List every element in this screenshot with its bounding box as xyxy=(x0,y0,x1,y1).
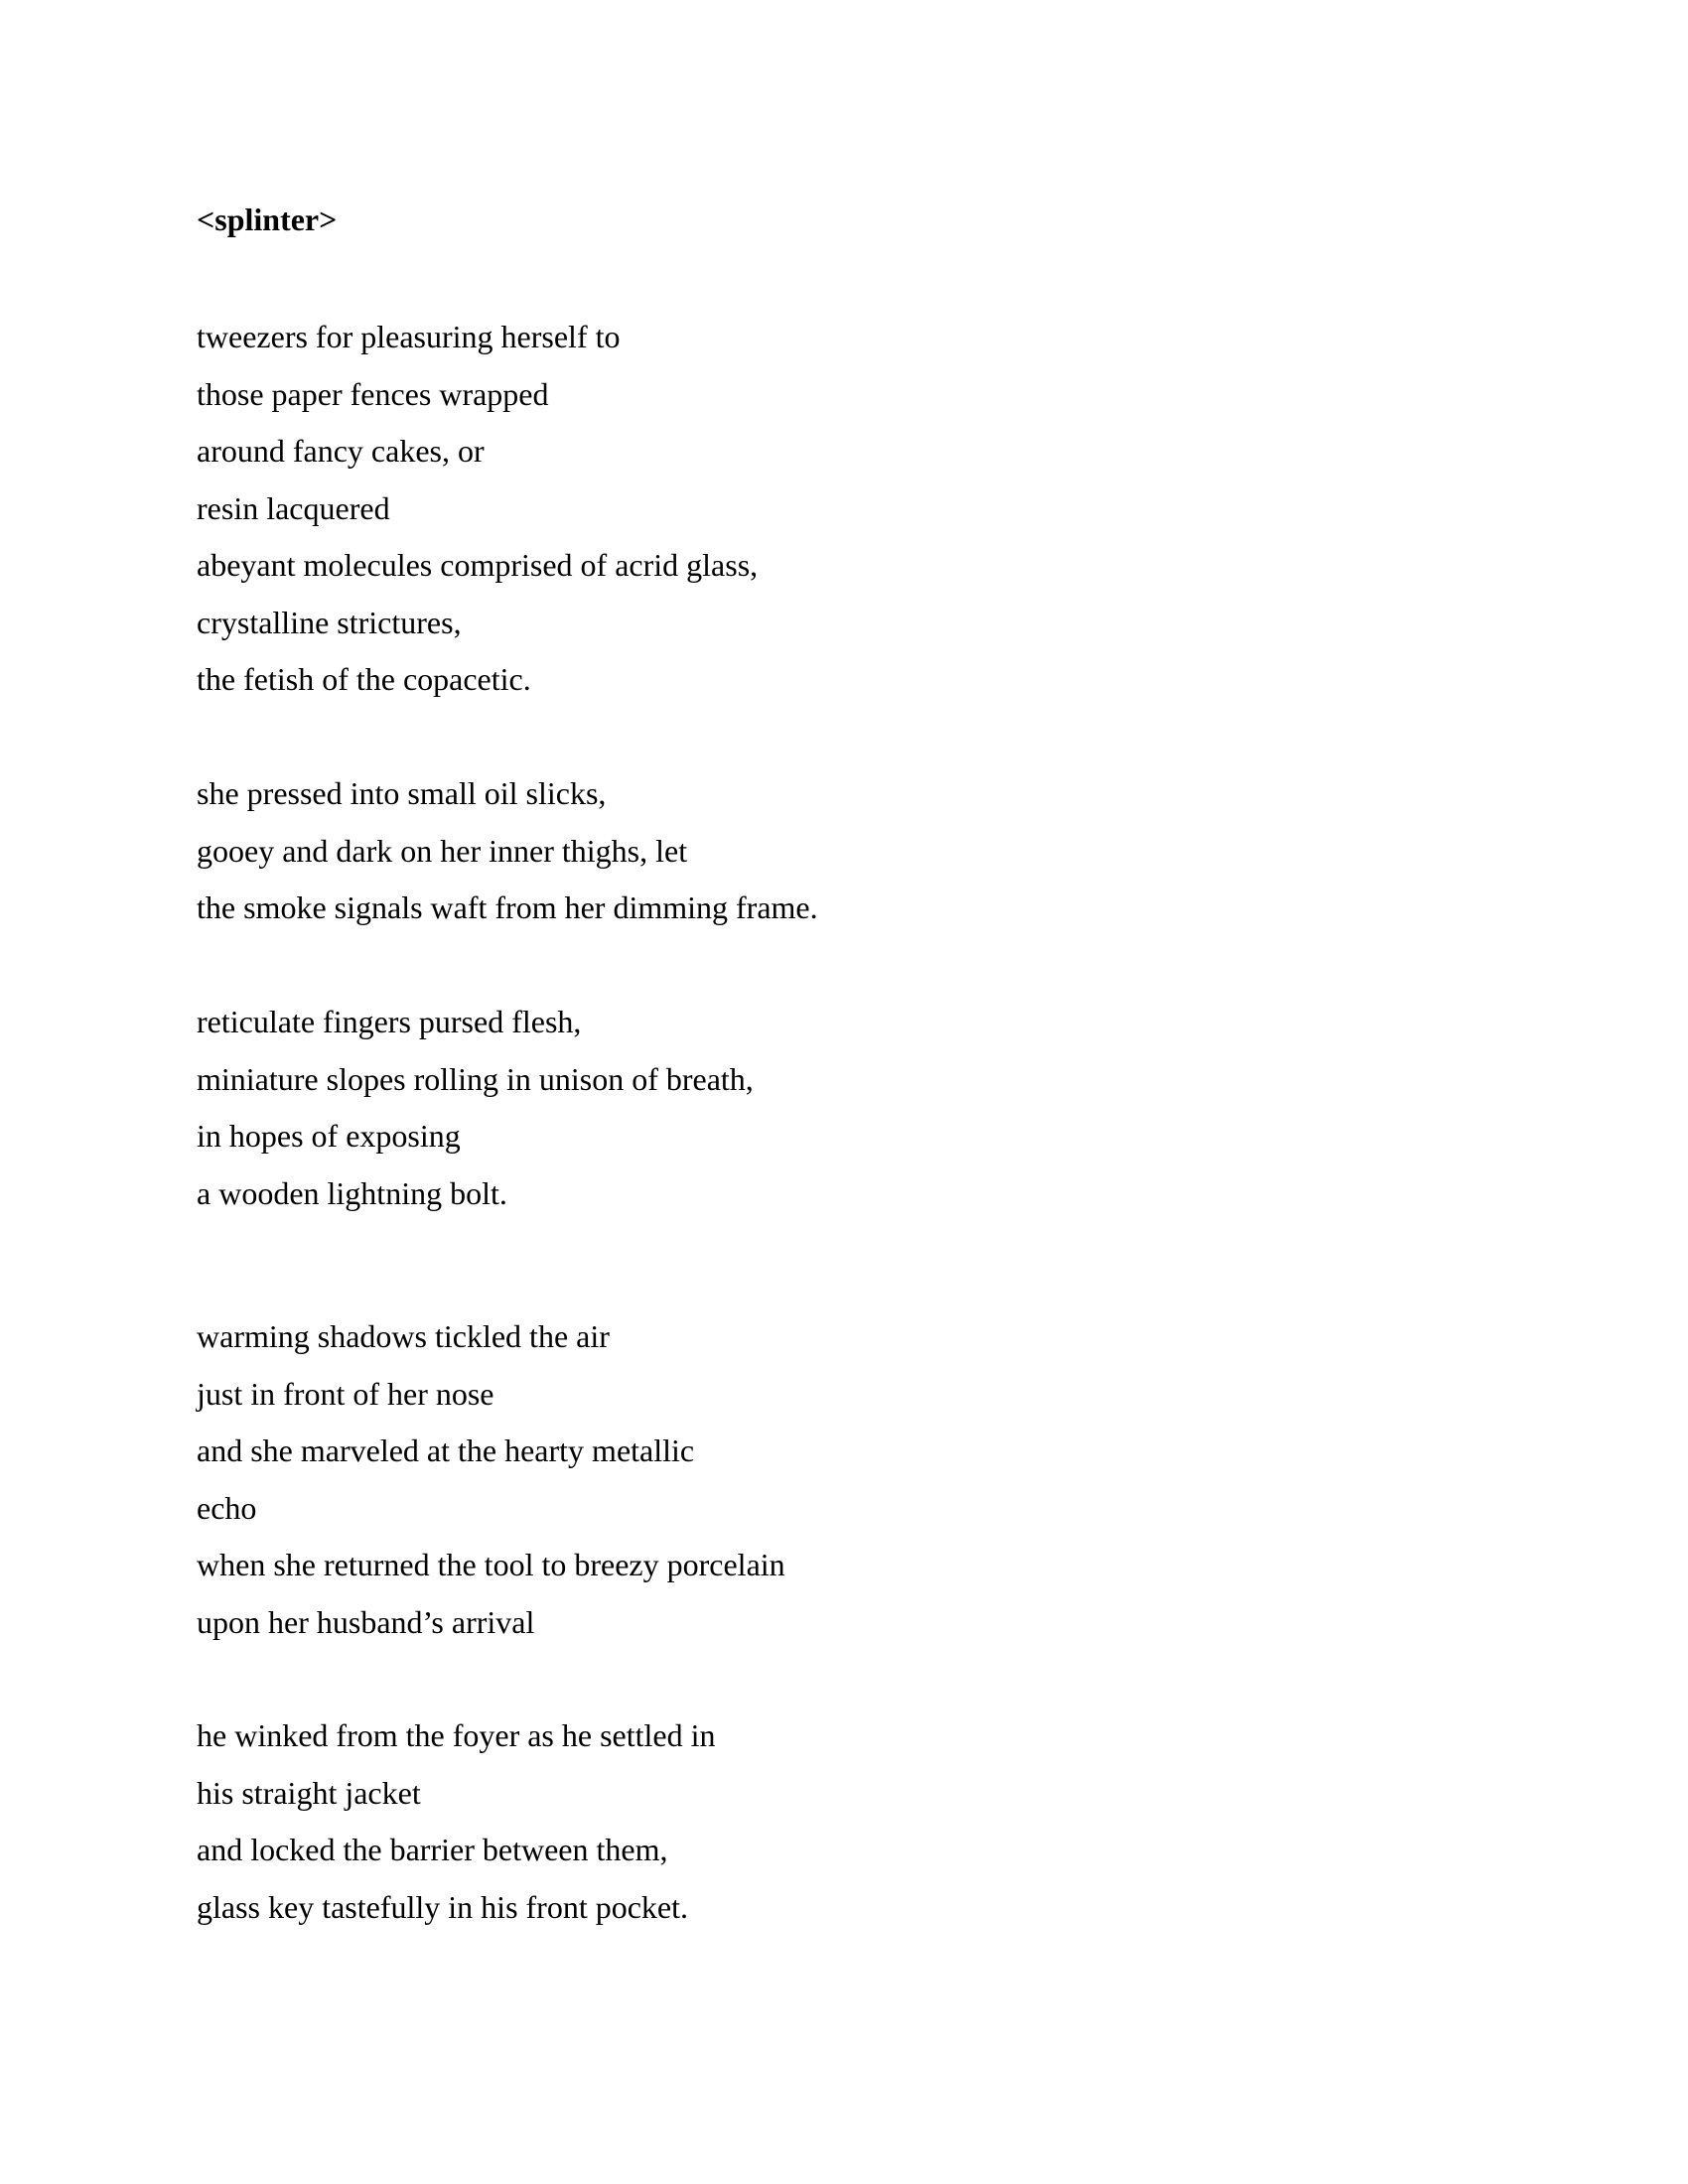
poem-line: she pressed into small oil slicks, xyxy=(197,775,607,811)
poem-line: a wooden lightning bolt. xyxy=(197,1174,507,1211)
poem-line: in hopes of exposing xyxy=(197,1118,461,1154)
poem-line: just in front of her nose xyxy=(197,1375,494,1412)
poem-line: tweezers for pleasuring herself to xyxy=(197,319,621,354)
poem-line: when she returned the tool to breezy porcelain xyxy=(197,1547,785,1582)
stanza-2 xyxy=(197,765,818,937)
poem-line: miniature slopes rolling in unison of breath, xyxy=(197,1060,754,1097)
poem-line: reticulate fingers pursed flesh, xyxy=(197,1004,582,1039)
poem-line: warming shadows tickled the air xyxy=(197,1318,610,1354)
stanza-4 xyxy=(197,1308,785,1651)
poem-line: the fetish of the copacetic. xyxy=(197,661,531,697)
poem-title: <splinter> xyxy=(197,202,338,237)
poem-line: those paper fences wrapped xyxy=(197,375,549,412)
poem-line: resin lacquered xyxy=(197,489,390,526)
poem-line: glass key tastefully in his front pocket. xyxy=(197,1888,689,1925)
stanza-3 xyxy=(197,994,754,1222)
poem-line: and she marveled at the hearty metallic xyxy=(197,1433,695,1468)
poem-line: echo xyxy=(197,1489,257,1526)
poem-line: he winked from the foyer as he settled in xyxy=(197,1717,716,1753)
poem-line: crystalline strictures, xyxy=(197,604,462,640)
poem-line: upon her husband’s arrival xyxy=(197,1603,535,1640)
stanza-1 xyxy=(197,309,758,709)
poem-line: and locked the barrier between them, xyxy=(197,1832,668,1867)
stanza-5 xyxy=(197,1707,716,1936)
poem-line: the smoke signals waft from her dimming frame. xyxy=(197,889,818,925)
poem-line: gooey and dark on her inner thighs, let xyxy=(197,832,688,869)
poem-line: abeyant molecules comprised of acrid glass, xyxy=(197,547,759,583)
poem-line: his straight jacket xyxy=(197,1774,421,1811)
poem-line: around fancy cakes, or xyxy=(197,433,485,469)
